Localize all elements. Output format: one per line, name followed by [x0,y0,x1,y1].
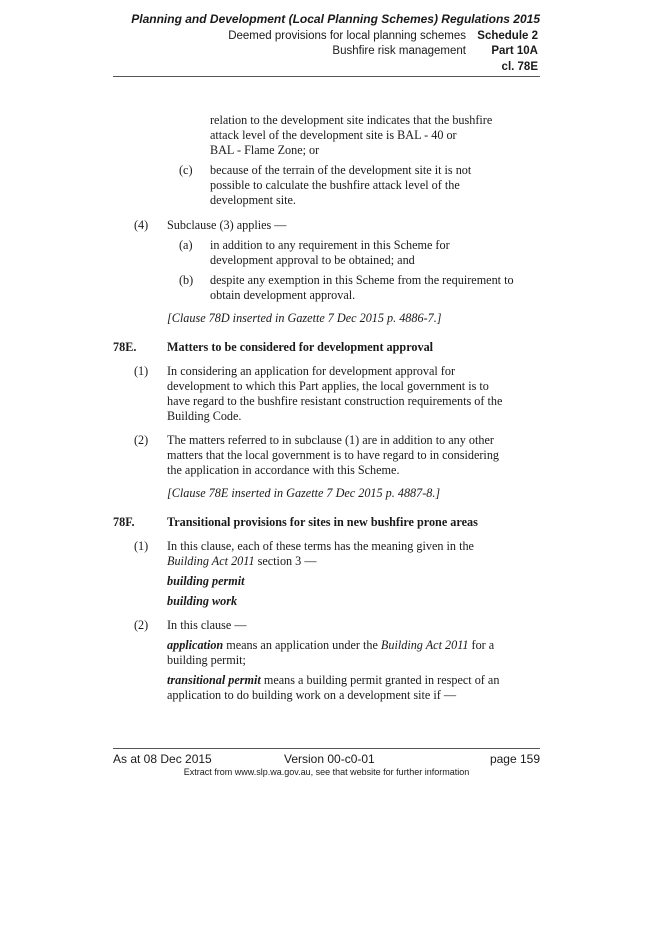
footer-page-number: page 159 [489,752,540,766]
text-fragment: means an application under the [223,638,381,652]
defined-term-text: transitional permit [167,673,261,687]
text-fragment: section 3 — [254,554,317,568]
defined-term [167,594,237,609]
text-line: obtain development approval. [210,288,356,302]
header-part-caption: Bushfire risk management [332,45,466,57]
defined-term [167,574,245,589]
text-line: matters that the local government is to have regard to in considering [167,448,500,462]
text-line: development approval to be obtained; and [210,253,415,267]
text-line: attack level of the development site is BAL - 40 or [210,128,457,142]
clause-heading: Matters to be considered for development approval [167,340,434,354]
defined-term-text: building permit [167,574,245,588]
text-fragment: means a building permit granted in respect of an [260,673,500,687]
header-rule [113,76,540,77]
text-line: development site. [210,193,296,207]
text-line: application to do building work on a development site if — [167,688,457,702]
subclause-label: (1) [134,539,149,553]
text-line: In this clause — [167,618,247,632]
text-line: the application in accordance with this Scheme. [167,463,400,477]
clause-number: 78E. [113,340,137,354]
definition-line [167,638,494,653]
subclause-label: (1) [134,364,149,378]
footer-rule [113,748,540,749]
act-title: Building Act 2011 [380,638,469,652]
act-title: Building Act 2011 [167,554,255,568]
text-line: BAL - Flame Zone; or [210,143,320,157]
clause-heading: Transitional provisions for sites in new bushfire prone areas [167,515,478,529]
header-clause: cl. 78E [501,61,538,73]
text-line: because of the terrain of the development site it is not [210,163,472,177]
paragraph-label: (c) [179,163,193,177]
text-line: despite any exemption in this Scheme from the requirement to [210,273,514,287]
paragraph-label: (a) [179,238,193,252]
text-line: development to which this Part applies, the local government is to [167,379,489,393]
text-line: In considering an application for development approval for [167,364,456,378]
paragraph-label: (b) [179,273,194,287]
text-line: possible to calculate the bushfire attack level of the [210,178,460,192]
subclause-label: (2) [134,618,149,632]
subclause-label: (4) [134,218,149,232]
footer-version: Version 00-c0-01 [284,752,375,766]
header-schedule-caption: Deemed provisions for local planning schemes [228,30,466,42]
definition-line [167,673,499,688]
header-part: Part 10A [491,45,538,57]
text-line: have regard to the bushfire resistant construction requirements of the [167,394,503,408]
text-line: relation to the development site indicates that the bushfire [210,113,493,127]
header-schedule: Schedule 2 [477,30,538,42]
text-line: building permit; [167,653,246,667]
amendment-note: [Clause 78D inserted in Gazette 7 Dec 2015 p. 4886-7.] [167,311,442,325]
text-fragment: for a [468,638,495,652]
clause-number: 78F. [113,515,135,529]
text-line: in addition to any requirement in this Scheme for [210,238,450,252]
text-line: Building Code. [167,409,242,423]
subclause-label: (2) [134,433,149,447]
footer-extract-note: Extract from www.slp.wa.gov.au, see that website for further information [183,767,470,777]
text-line [167,554,317,569]
amendment-note: [Clause 78E inserted in Gazette 7 Dec 2015 p. 4887-8.] [167,486,441,500]
header-title: Planning and Development (Local Planning Schemes) Regulations 2015 [131,12,540,26]
defined-term-text: building work [167,594,238,608]
text-line: The matters referred to in subclause (1) are in addition to any other [167,433,494,447]
text-line: In this clause, each of these terms has the meaning given in the [167,539,474,553]
defined-term-text: application [167,638,224,652]
footer-date: As at 08 Dec 2015 [113,752,212,766]
text-line: Subclause (3) applies — [167,218,287,232]
